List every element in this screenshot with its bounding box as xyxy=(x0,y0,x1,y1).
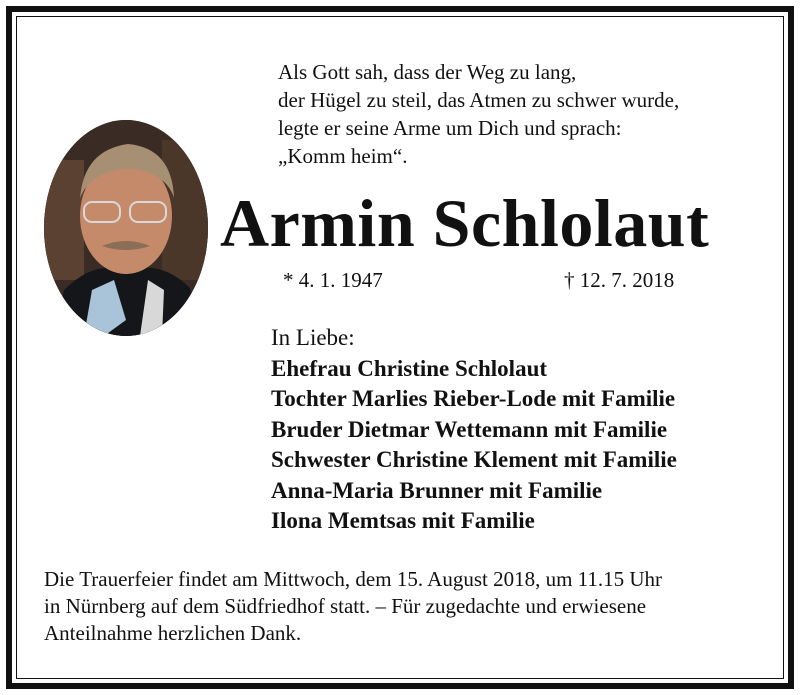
mourners-list xyxy=(271,323,677,537)
poem xyxy=(278,58,679,170)
funeral-notice xyxy=(44,566,760,647)
poem-line: Als Gott sah, dass der Weg zu lang, xyxy=(278,60,577,84)
notice-line: Die Trauerfeier findet am Mittwoch, dem 15. August 2018, um 11.15 Uhr xyxy=(44,567,663,591)
mourner-name: Bruder Dietmar Wettemann mit Familie xyxy=(271,416,668,442)
deceased-name: Armin Schlolaut xyxy=(220,185,710,261)
mourner-name: Tochter Marlies Rieber-Lode mit Familie xyxy=(271,386,676,411)
poem-line: „Komm heim“. xyxy=(278,144,408,168)
notice-line: Anteilnahme herzlichen Dank. xyxy=(44,621,302,645)
poem-line: legte er seine Arme um Dich und sprach: xyxy=(278,116,622,140)
mourner-name: Ilona Memtsas mit Familie xyxy=(271,508,535,533)
mourners-intro: In Liebe: xyxy=(271,325,355,350)
poem-line: der Hügel zu steil, das Atmen zu schwer wurde, xyxy=(278,88,680,112)
birth-date: * 4. 1. 1947 xyxy=(283,268,383,292)
portrait-photo xyxy=(44,120,208,336)
mourner-name: Schwester Christine Klement mit Familie xyxy=(271,447,677,472)
death-date: † 12. 7. 2018 xyxy=(564,268,675,292)
mourner-name: Anna-Maria Brunner mit Familie xyxy=(271,477,603,503)
mourner-name: Ehefrau Christine Schlolaut xyxy=(271,355,548,381)
notice-line: in Nürnberg auf dem Südfriedhof statt. – Für zugedachte und erwiesene xyxy=(44,594,647,618)
